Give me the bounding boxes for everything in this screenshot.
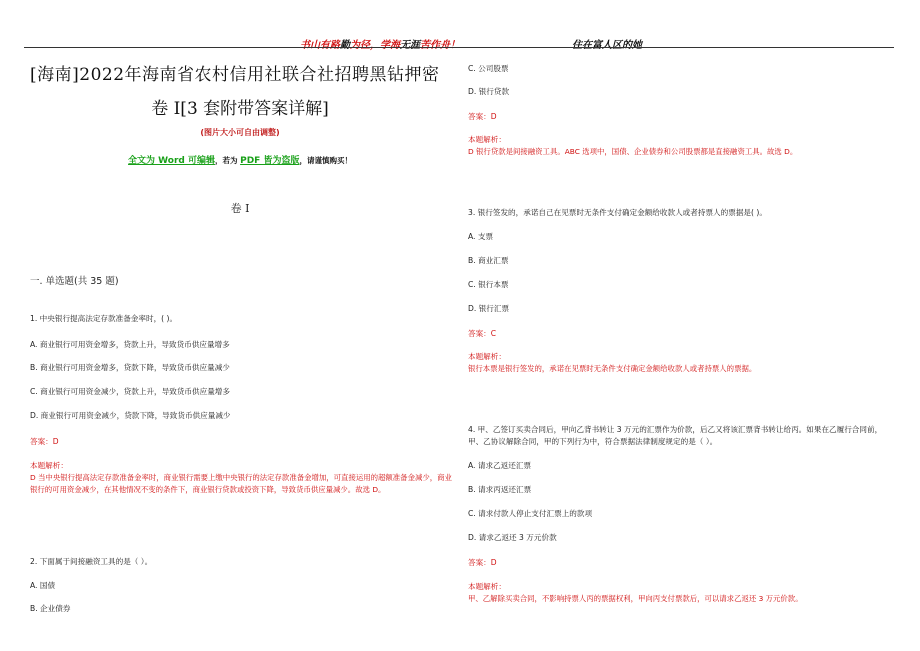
section-heading: 一. 单选题(共 35 题) [30,276,119,287]
question-3: 3. 银行签发的，承诺自己在见票时无条件支付确定金额给收款人或者持票人的票据是( )。 [468,208,767,217]
q1-explanation-heading: 本题解析： [30,461,68,470]
q2-answer: 答案：D [468,112,497,121]
doc-title-line2: 卷 I[3 套附带答案详解] [151,99,329,119]
note-word-editable: 全文为 Word 可编辑 [128,156,215,166]
q1-option-d: D. 商业银行可用资金减少，贷款下降，导致货币供应量减少 [30,411,231,420]
q4-explanation-heading: 本题解析： [468,582,506,591]
q4-explanation: 甲、乙解除买卖合同，不影响持票人丙的票据权利，甲向丙支付票款后，可以请求乙返还 3 万元价款。 [468,594,803,603]
q2-option-c: C. 公司股票 [468,64,509,73]
motto-part: 勤 [340,40,350,51]
q2-explanation: D 银行贷款是间接融资工具。ABC 选项中，国债、企业债券和公司股票都是直接融资工具。故选 D。 [468,147,798,156]
q3-option-d: D. 银行汇票 [468,304,510,313]
page-header [0,0,920,51]
q1-option-c: C. 商业银行可用资金减少，贷款上升，导致货币供应量增多 [30,387,230,396]
q3-option-b: B. 商业汇票 [468,256,509,265]
header-motto-right: 住在富人区的她 [572,40,642,51]
note-pdf-warning: PDF 皆为盗版 [240,156,300,166]
question-4: 4. 甲、乙签订买卖合同后，甲向乙背书转让 3 万元的汇票作为价款，后乙又将该汇票背书转让给丙。如果在乙履行合同前，甲、乙协议解除合同，甲的下列行为中，符合票据法律制度规定的是（ ）。 [468,425,883,446]
doc-note [30,153,450,166]
note-text: ，若为 [214,156,241,165]
q4-option-d: D. 请求乙返还 3 万元价款 [468,533,557,542]
q2-explanation-heading: 本题解析： [468,135,506,144]
q3-answer: 答案：C [468,329,497,338]
header-motto-left [300,36,460,51]
q4-option-a: A. 请求乙返还汇票 [468,461,532,470]
q3-explanation: 银行本票是银行签发的，承诺在见票时无条件支付确定金额给收款人或者持票人的票据。 [468,364,757,373]
q3-explanation-heading: 本题解析： [468,352,506,361]
motto-part: 无涯 [400,40,420,51]
motto-part: 苦作舟！ [420,40,460,51]
q1-explanation: D 当中央银行提高法定存款准备金率时，商业银行需要上缴中央银行的法定存款准备金增加，可直接运用的超额准备金减少，商业银行的可用资金减少，在其他情况不变的条件下，商业银行贷款或投资下降，导致货币供应量减少。故选 D。 [30,473,452,494]
question-1: 1. 中央银行提高法定存款准备金率时，( )。 [30,314,178,323]
volume-heading: 卷 I [230,202,250,215]
motto-part: 书山有路 [300,40,340,51]
question-2: 2. 下面属于间接融资工具的是（ ）。 [30,557,153,566]
q1-answer: 答案：D [30,437,59,446]
q4-answer: 答案：D [468,558,497,567]
q2-option-b: B. 企业债券 [30,604,71,613]
q3-option-c: C. 银行本票 [468,280,509,289]
note-text: ，请谨慎购买！ [299,156,352,165]
motto-part: 为径，学海 [350,40,400,51]
q1-option-b: B. 商业银行可用资金增多，贷款下降，导致货币供应量减少 [30,363,230,372]
q4-option-b: B. 请求丙返还汇票 [468,485,532,494]
q2-option-a: A. 国债 [30,581,56,590]
q2-option-d: D. 银行贷款 [468,87,510,96]
doc-subtitle: (图片大小可自由调整) [200,128,280,137]
q3-option-a: A. 支票 [468,232,494,241]
doc-title-line1: [海南]2022年海南省农村信用社联合社招聘黑钻押密 [30,65,440,85]
q4-option-c: C. 请求付款人停止支付汇票上的款项 [468,509,593,518]
q1-option-a: A. 商业银行可用资金增多，贷款上升，导致货币供应量增多 [30,340,230,349]
header-divider [24,47,894,48]
